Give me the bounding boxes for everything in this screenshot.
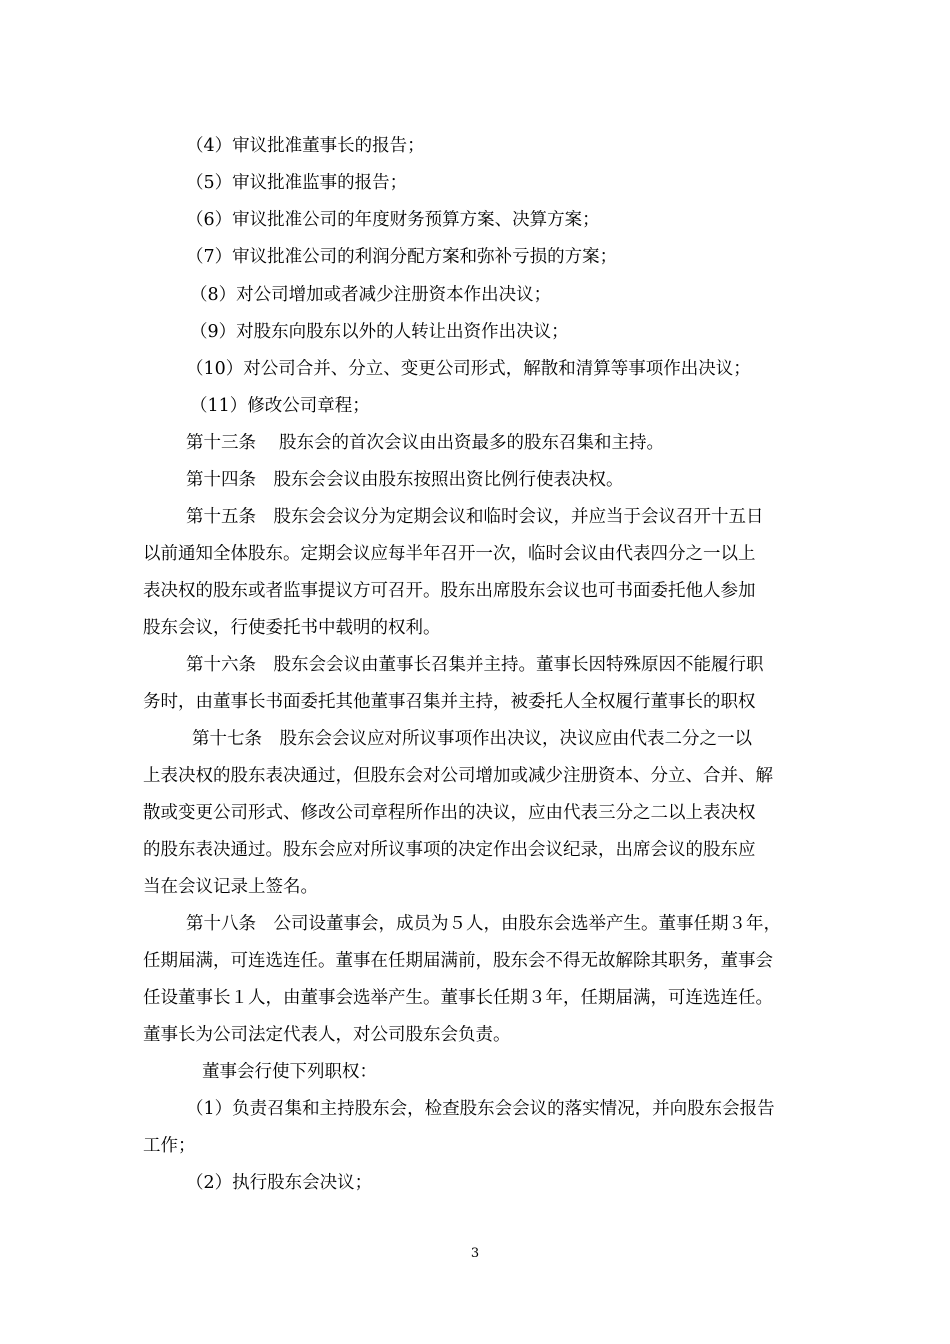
text-line: 任期届满，可连选连任。董事在任期届满前，股东会不得无故解除其职务，董事会 xyxy=(143,951,773,971)
article-18: 第十八条 公司设董事会，成员为５人，由股东会选举产生。董事任期３年， xyxy=(186,914,781,934)
text-line: 务时，由董事长书面委托其他董事召集并主持，被委托人全权履行董事长的职权 xyxy=(143,692,756,712)
text-line: 董事长为公司法定代表人，对公司股东会负责。 xyxy=(143,1025,511,1045)
article-17: 第十七条 股东会会议应对所议事项作出决议，决议应由代表二分之一以 xyxy=(192,729,752,749)
text-line: 工作； xyxy=(143,1136,196,1156)
text-line: （4）审议批准董事长的报告； xyxy=(186,136,425,156)
article-13: 第十三条 股东会的首次会议由出资最多的股东召集和主持。 xyxy=(186,433,665,453)
text-line: 上表决权的股东表决通过，但股东会对公司增加或减少注册资本、分立、合并、解 xyxy=(143,766,773,786)
text-line: （8）对公司增加或者减少注册资本作出决议； xyxy=(190,285,552,305)
article-14: 第十四条 股东会会议由股东按照出资比例行使表决权。 xyxy=(186,470,624,490)
text-line: 表决权的股东或者监事提议方可召开。股东出席股东会议也可书面委托他人参加 xyxy=(143,581,756,601)
text-line: 股东会议，行使委托书中载明的权利。 xyxy=(143,618,441,638)
article-15: 第十五条 股东会会议分为定期会议和临时会议，并应当于会议召开十五日 xyxy=(186,507,764,527)
page-number: 3 xyxy=(470,1246,480,1261)
text-line: 散或变更公司形式、修改公司章程所作出的决议，应由代表三分之二以上表决权 xyxy=(143,803,756,823)
text-line: （11）修改公司章程； xyxy=(190,396,370,416)
text-line: 以前通知全体股东。定期会议应每半年召开一次，临时会议由代表四分之一以上 xyxy=(143,544,756,564)
text-line: （5）审议批准监事的报告； xyxy=(186,173,408,193)
text-line: 董事会行使下列职权： xyxy=(202,1062,377,1082)
article-16: 第十六条 股东会会议由董事长召集并主持。董事长因特殊原因不能履行职 xyxy=(186,655,764,675)
text-line: 当在会议记录上签名。 xyxy=(143,877,318,897)
text-line: （2）执行股东会决议； xyxy=(186,1173,373,1193)
text-line: （10）对公司合并、分立、变更公司形式，解散和清算等事项作出决议； xyxy=(186,359,751,379)
text-line: （1）负责召集和主持股东会，检查股东会会议的落实情况，并向股东会报告 xyxy=(186,1099,775,1119)
text-line: 的股东表决通过。股东会应对所议事项的决定作出会议纪录，出席会议的股东应 xyxy=(143,840,756,860)
text-line: （6）审议批准公司的年度财务预算方案、决算方案； xyxy=(186,210,600,230)
text-line: （9）对股东向股东以外的人转让出资作出决议； xyxy=(190,322,569,342)
text-line: （7）审议批准公司的利润分配方案和弥补亏损的方案； xyxy=(186,247,618,267)
text-line: 任设董事长１人，由董事会选举产生。董事长任期３年，任期届满，可连选连任。 xyxy=(143,988,773,1008)
